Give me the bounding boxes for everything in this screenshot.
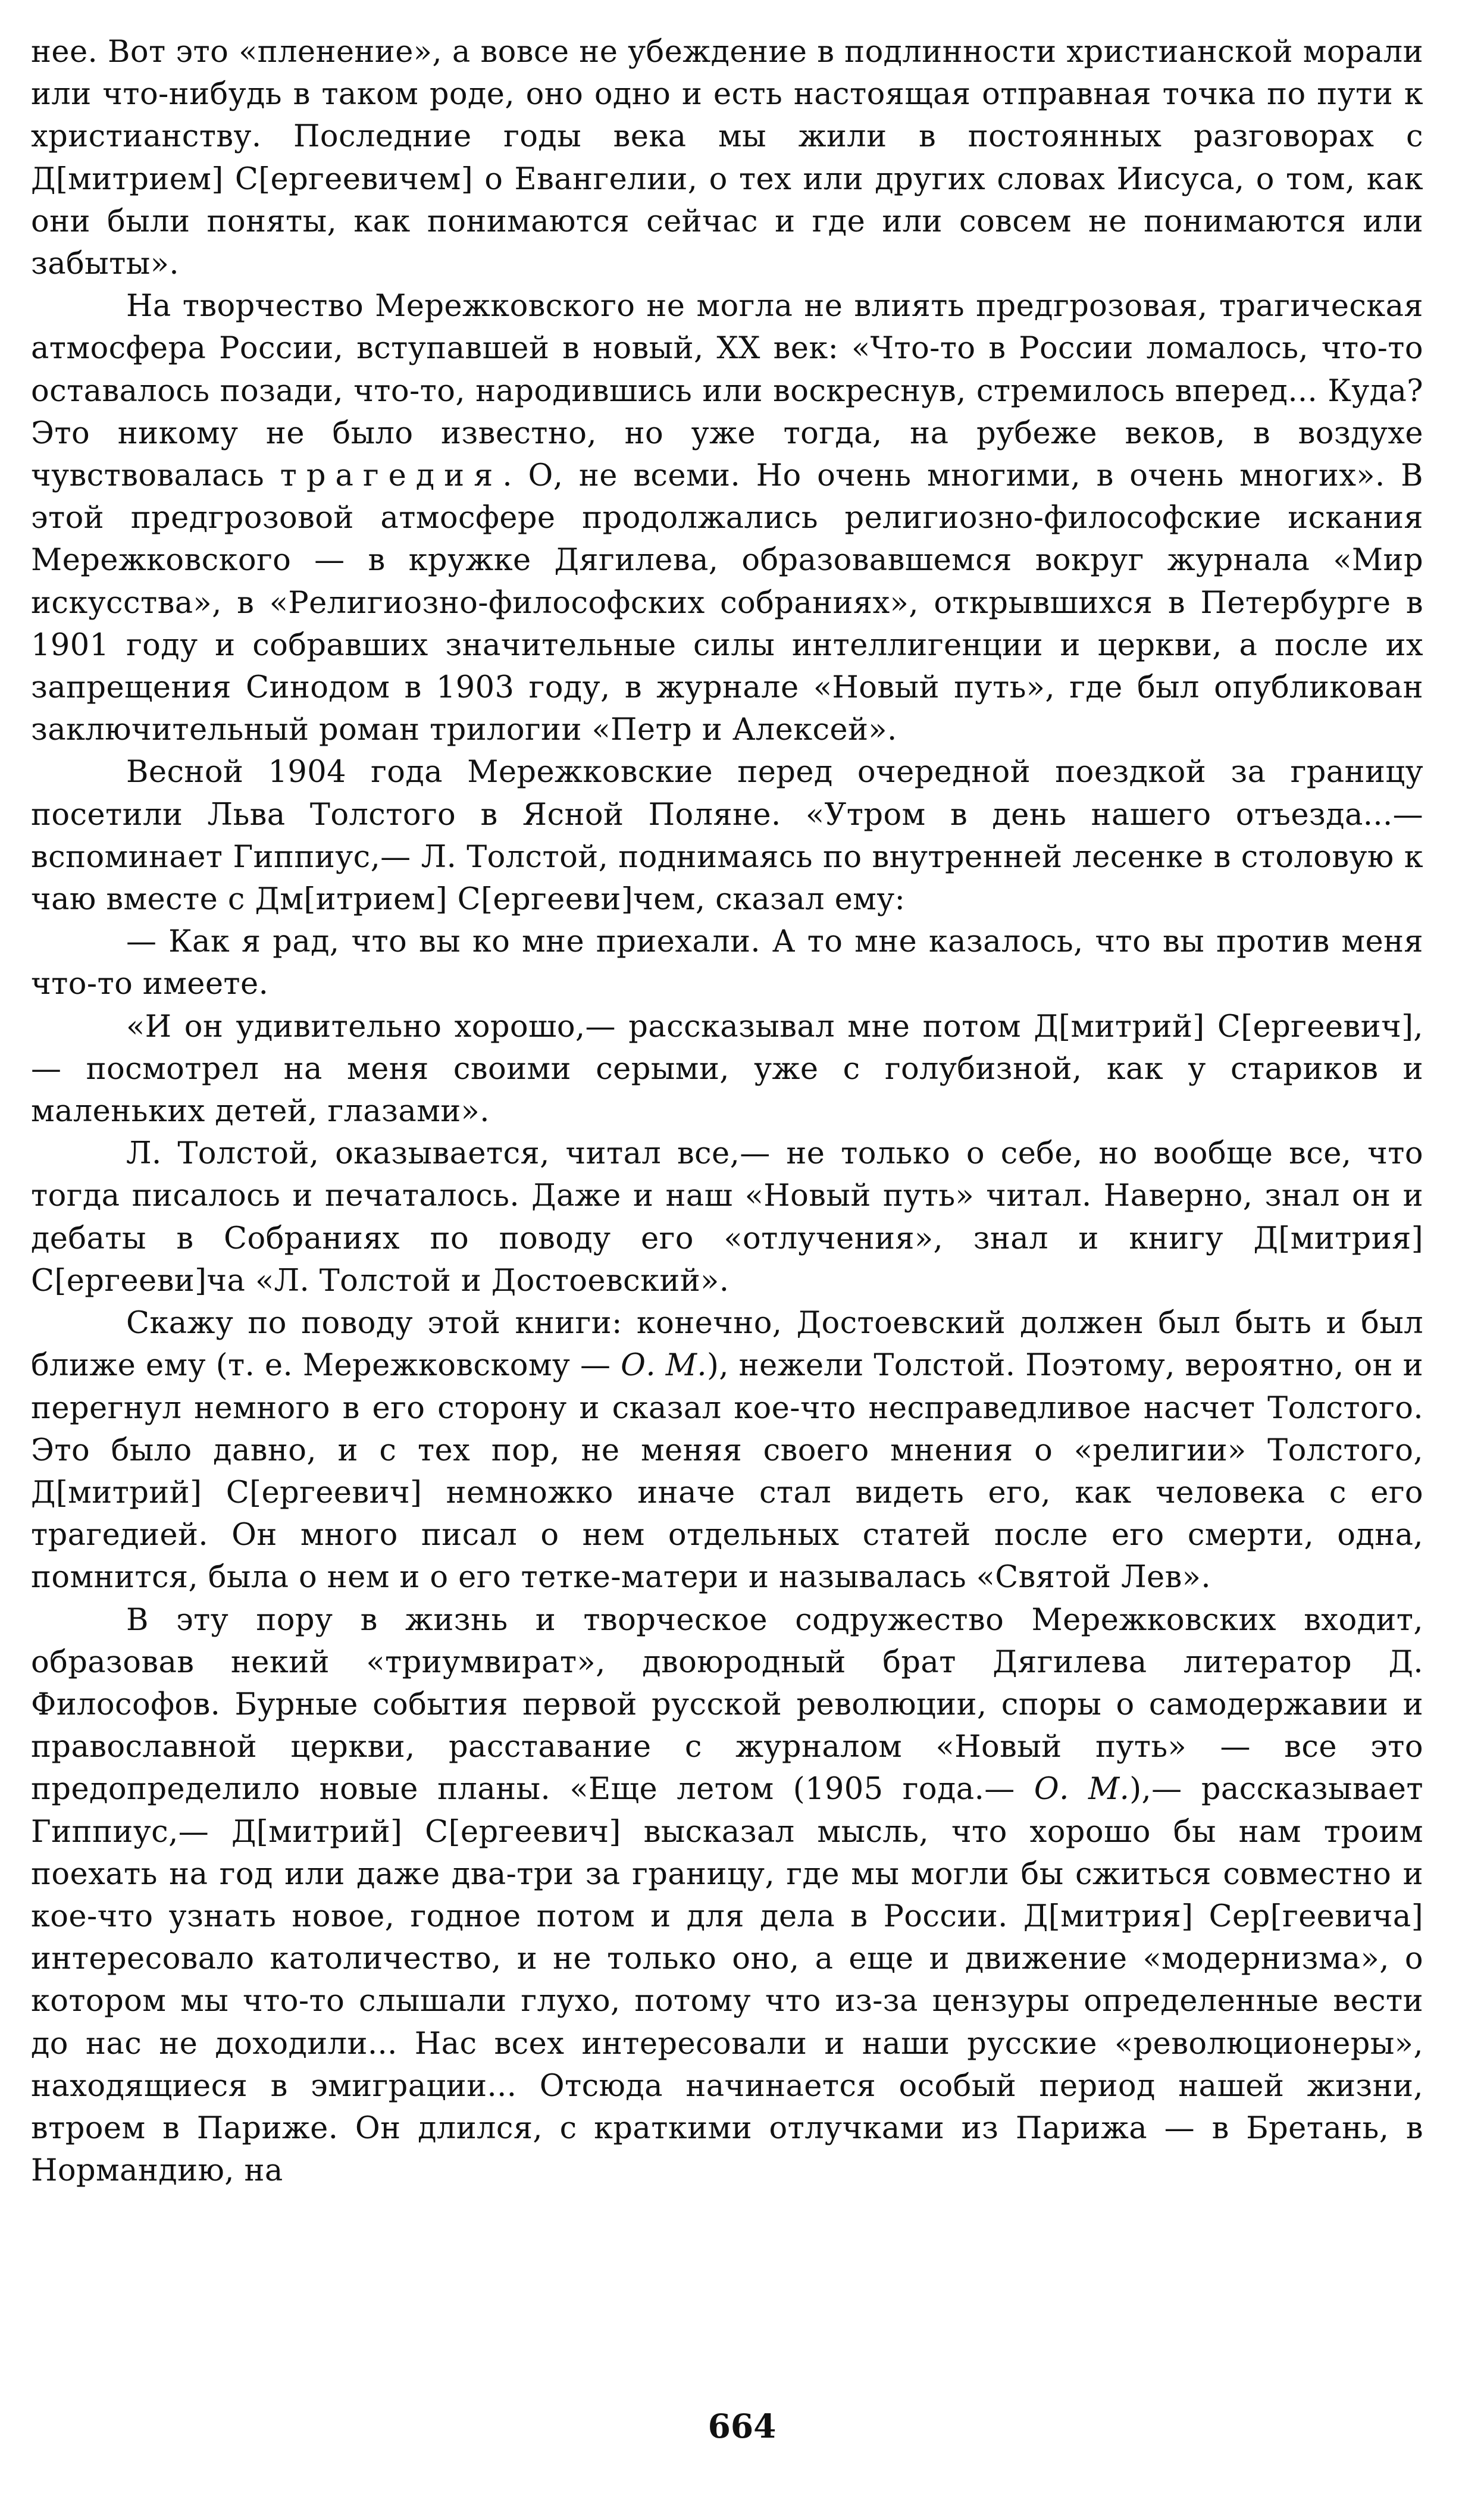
page-number: 664 [707, 2407, 777, 2445]
paragraph: Скажу по поводу этой книги: конечно, Достоевский должен был быть и был ближе ему (т. е. Мережковскому — О. М.), нежели Толстой. Поэтому, вероятно, он и перегнул немного в его сторону и сказал кое-что несправедливое насчет Толстого. Это было давно, и с тех пор, не меняя своего мнения о «религии» Толстого, Д[митрий] С[ергеевич] немножко иначе стал видеть его, как человека с его трагедией. Он много писал о нем отдельных статей после его смерти, одна, помнится, была о нем и о его тетке-матери и называлась «Святой Лев». [31, 1306, 1424, 1596]
paragraph: Весной 1904 года Мережковские перед очередной поездкой за границу посетили Льва Толстого в Ясной Поляне. «Утром в день нашего отъезда...— вспоминает Гиппиус,— Л. Толстой, поднимаясь по внутренней лесенке в столовую к чаю вместе с Дм[итрием] С[ергееви]чем, сказал ему: [31, 755, 1423, 918]
spaced-emphasis: трагедия [280, 458, 503, 494]
paragraph: нее. Вот это «пленение», а вовсе не убеждение в подлинности христианской морали или что-нибудь в таком роде, оно одно и есть настоящая отправная точка по пути к христианству. Последние годы века мы жили в постоянных разговорах с Д[митрием] С[ергеевичем] о Евангелии, о тех или других словах Иисуса, о том, как они были поняты, как понимаются сейчас и где или совсем не понимаются или забыты». [31, 35, 1423, 282]
paragraph: «И он удивительно хорошо,— рассказывал мне потом Д[митрий] С[ергеевич],— посмотрел на меня своими серыми, уже с голубизной, как у стариков и маленьких детей, глазами». [31, 1009, 1423, 1130]
paragraph: — Как я рад, что вы ко мне приехали. А то мне казалось, что вы против меня что-то имеете. [31, 924, 1423, 1002]
paragraph: На творчество Мережковского не могла не влиять предгрозовая, трагическая атмосфера России, вступавшей в новый, XX век: «Что-то в России ломалось, что-то оставалось позади, что-то, народившись или воскреснув, стремилось вперед... Куда? Это никому не было известно, но уже тогда, на рубеже веков, в воздухе чувствовалась трагедия. О, не всеми. Но очень многими, в очень многих». В этой предгрозовой атмосфере продолжались религиозно-философские искания Мережковского — в кружке Дягилева, образовавшемся вокруг журнала «Мир искусства», в «Религиозно-философских собраниях», открывшихся в Петербурге в 1901 году и собравших значительные силы интеллигенции и церкви, а после их запрещения Синодом в 1903 году, в журнале «Новый путь», где был опубликован заключительный роман трилогии «Петр и Алексей». [31, 289, 1423, 748]
body-text [31, 31, 1423, 2192]
paragraph: В эту пору в жизнь и творческое содружество Мережковских входит, образовав некий «триумвират», двоюродный брат Дягилева литератор Д. Философов. Бурные события первой русской революции, споры о самодержавии и православной церкви, расставание с журналом «Новый путь» — все это предопределило новые планы. «Еще летом (1905 года.— О. М.),— рассказывает Гиппиус,— Д[митрий] С[ергеевич] высказал мысль, что хорошо бы нам троим поехать на год или даже два-три за границу, где мы могли бы сжиться совместно и кое-что узнать новое, годное потом и для дела в России. Д[митрия] Сер[геевича] интересовало католичество, и не только оно, а еще и движение «модернизма», о котором мы что-то слышали глухо, потому что из-за цензуры определенные вести до нас не доходили... Нас всех интересовали и наши русские «революционеры», находящиеся в эмиграции... Отсюда начинается особый период нашей жизни, втроем в Париже. Он длился, с краткими отлучками из Парижа — в Бретань, в Нормандию, на [31, 1602, 1424, 2189]
editor-initials: О. М. [621, 1348, 707, 1384]
editor-initials: О. М. [1034, 1772, 1130, 1807]
paragraph: Л. Толстой, оказывается, читал все,— не только о себе, но вообще все, что тогда писалось и печаталось. Даже и наш «Новый путь» читал. Наверно, знал он и дебаты в Собраниях по поводу его «отлучения», знал и книгу Д[митрия] С[ергееви]ча «Л. Толстой и Достоевский». [31, 1136, 1423, 1299]
